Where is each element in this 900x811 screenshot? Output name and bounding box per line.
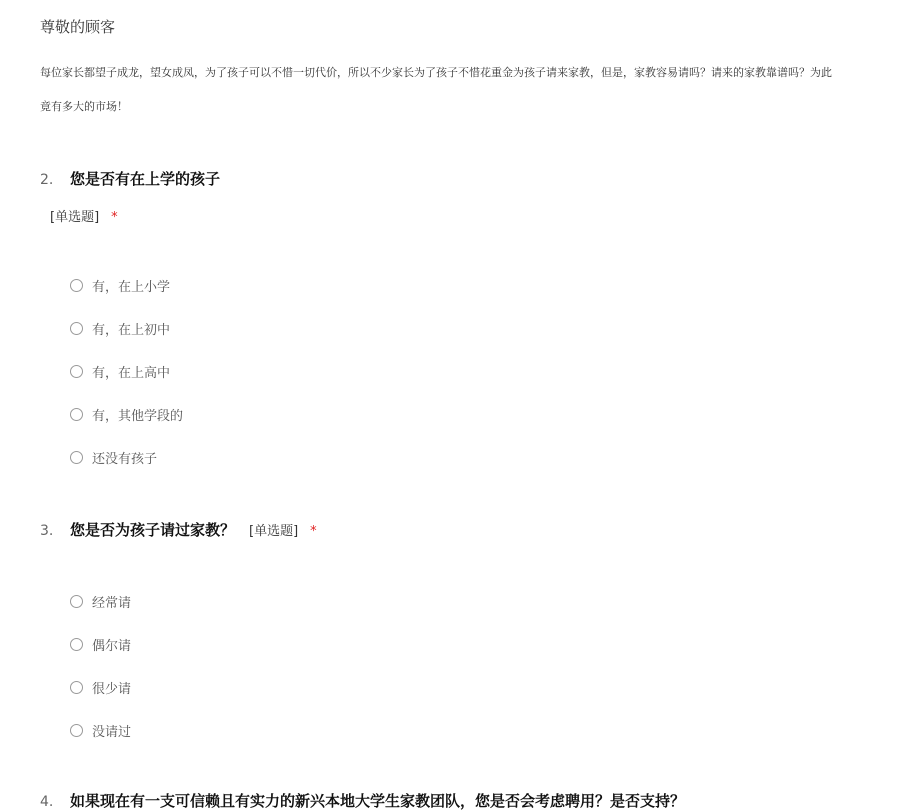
question-3-header xyxy=(40,519,317,540)
option-label[interactable]: 有，其他学段的 xyxy=(92,409,184,424)
radio-button[interactable] xyxy=(70,279,83,292)
question-number: 4. xyxy=(40,794,54,810)
question-2-meta xyxy=(50,206,118,225)
option-label[interactable]: 偶尔请 xyxy=(92,639,132,654)
radio-button[interactable] xyxy=(70,638,83,651)
option-label[interactable]: 有，在上高中 xyxy=(92,366,171,381)
survey-intro xyxy=(40,56,900,124)
radio-button[interactable] xyxy=(70,408,83,421)
q3-option-3[interactable] xyxy=(70,678,131,697)
q3-option-1[interactable] xyxy=(70,592,131,611)
greeting-heading: 尊敬的顾客 xyxy=(40,18,116,36)
radio-button[interactable] xyxy=(70,595,83,608)
q2-option-5[interactable] xyxy=(70,448,157,467)
q2-option-4[interactable] xyxy=(70,405,183,424)
intro-line-2: 竟有多大的市场！ xyxy=(40,100,128,113)
q2-option-2[interactable] xyxy=(70,319,170,338)
option-label[interactable]: 还没有孩子 xyxy=(92,452,158,467)
q2-option-3[interactable] xyxy=(70,362,170,381)
question-number: 3. xyxy=(40,523,54,539)
question-title: 您是否为孩子请过家教？ xyxy=(70,521,236,539)
radio-button[interactable] xyxy=(70,681,83,694)
question-number: 2. xyxy=(40,172,54,188)
radio-button[interactable] xyxy=(70,724,83,737)
question-type-badge: [单选题] xyxy=(249,524,299,539)
q3-option-2[interactable] xyxy=(70,635,131,654)
q2-option-1[interactable] xyxy=(70,276,170,295)
question-2-header xyxy=(40,168,220,189)
radio-button[interactable] xyxy=(70,365,83,378)
option-label[interactable]: 有，在上初中 xyxy=(92,323,171,338)
required-marker: * xyxy=(111,210,118,225)
question-type-badge: [单选题] xyxy=(50,210,100,225)
question-title: 您是否有在上学的孩子 xyxy=(70,170,221,188)
option-label[interactable]: 有，在上小学 xyxy=(92,280,171,295)
q3-option-4[interactable] xyxy=(70,721,131,740)
radio-button[interactable] xyxy=(70,322,83,335)
question-4-header xyxy=(40,790,685,811)
option-label[interactable]: 没请过 xyxy=(92,725,132,740)
question-title: 如果现在有一支可信赖且有实力的新兴本地大学生家教团队，您是否会考虑聘用？是否支持？ xyxy=(70,792,686,810)
required-marker: * xyxy=(310,524,317,539)
intro-line-1: 每位家长都望子成龙，望女成凤，为了孩子可以不惜一切代价，所以不少家长为了孩子不惜花重金为孩子请来家教，但是，家教容易请吗？请来的家教靠谱吗？为此 xyxy=(40,66,832,79)
radio-button[interactable] xyxy=(70,451,83,464)
option-label[interactable]: 很少请 xyxy=(92,682,132,697)
option-label[interactable]: 经常请 xyxy=(92,596,132,611)
